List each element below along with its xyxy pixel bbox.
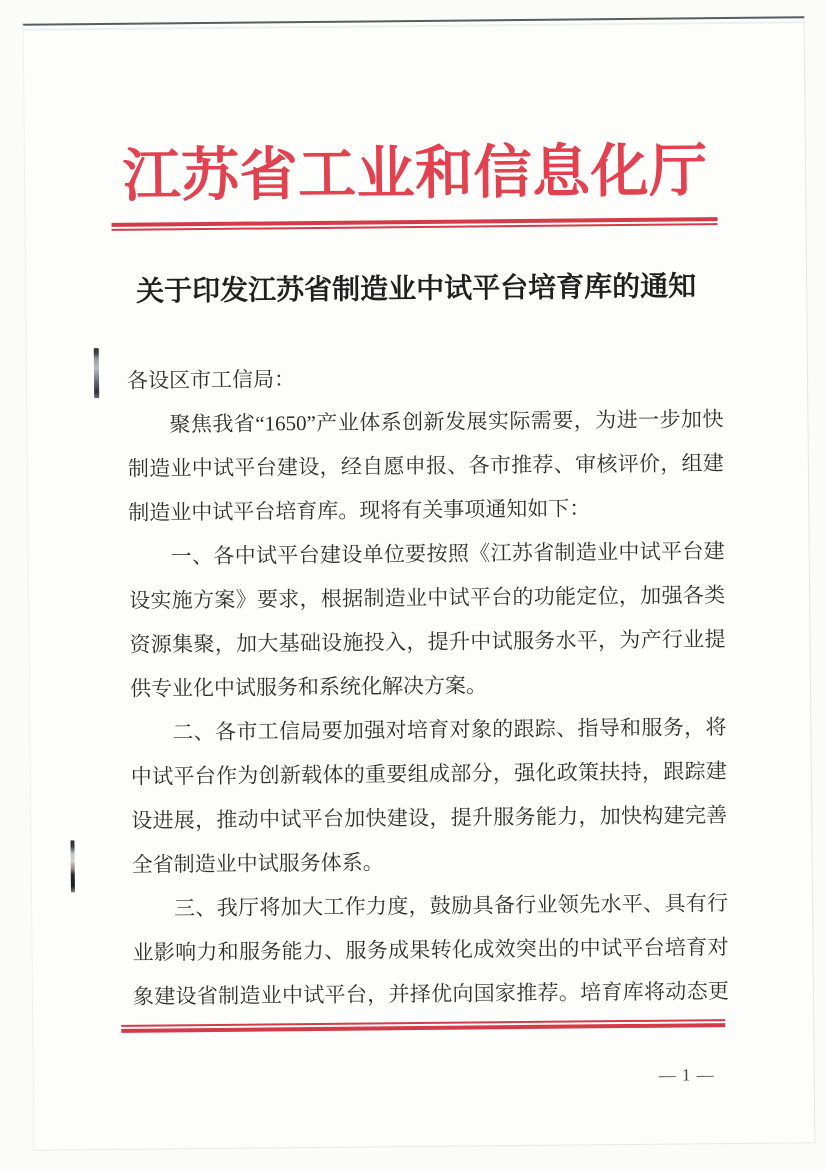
body-line: 制造业中试平台培育库。现将有关事项通知如下： xyxy=(128,496,591,525)
document-title: 关于印发江苏省制造业中试平台培育库的通知 xyxy=(136,271,697,308)
body-line: 业影响力和服务能力、服务成果转化成效突出的中试平台培育对 xyxy=(132,935,729,965)
red-footer-rule xyxy=(121,1019,725,1033)
staple-mark-lower xyxy=(70,840,74,892)
salutation: 各设区市工信局： xyxy=(126,367,296,393)
body-line: 二、各市工信局要加强对培育对象的跟踪、指导和服务，将 xyxy=(172,715,727,745)
agency-letterhead: 江苏省工业和信息化厅 xyxy=(122,138,708,209)
red-header-rule xyxy=(112,217,718,231)
page-number: — 1 — xyxy=(658,1065,715,1085)
body-line: 设实施方案》要求，根据制造业中试平台的功能定位，加强各类 xyxy=(129,583,726,613)
document-page xyxy=(23,16,816,1150)
staple-mark-upper xyxy=(94,348,99,398)
body-line: 设进展，推动中试平台加快建设，提升服务能力，加快构建完善 xyxy=(131,803,728,833)
document-body xyxy=(127,353,729,1019)
body-line: 三、我厅将加大工作力度，鼓励具备行业领先水平、具有行 xyxy=(173,891,729,921)
body-line: 中试平台作为创新载体的重要组成部分，强化政策扶持，跟踪建 xyxy=(130,759,727,789)
body-line: 制造业中试平台建设，经自愿申报、各市推荐、审核评价，组建 xyxy=(127,451,724,481)
body-line: 供专业化中试服务和系统化解决方案。 xyxy=(129,673,488,701)
body-line: 一、各中试平台建设单位要按照《江苏省制造业中试平台建 xyxy=(170,539,725,569)
body-line: 聚焦我省“1650”产业体系创新发展实际需要，为进一步加快 xyxy=(169,407,724,437)
body-line: 资源集聚，加大基础设施投入，提升中试服务水平，为产行业提 xyxy=(129,627,726,657)
body-line: 象建设省制造业中试平台，并择优向国家推荐。培育库将动态更 xyxy=(132,979,730,1009)
body-line: 全省制造业中试服务体系。 xyxy=(131,850,384,877)
